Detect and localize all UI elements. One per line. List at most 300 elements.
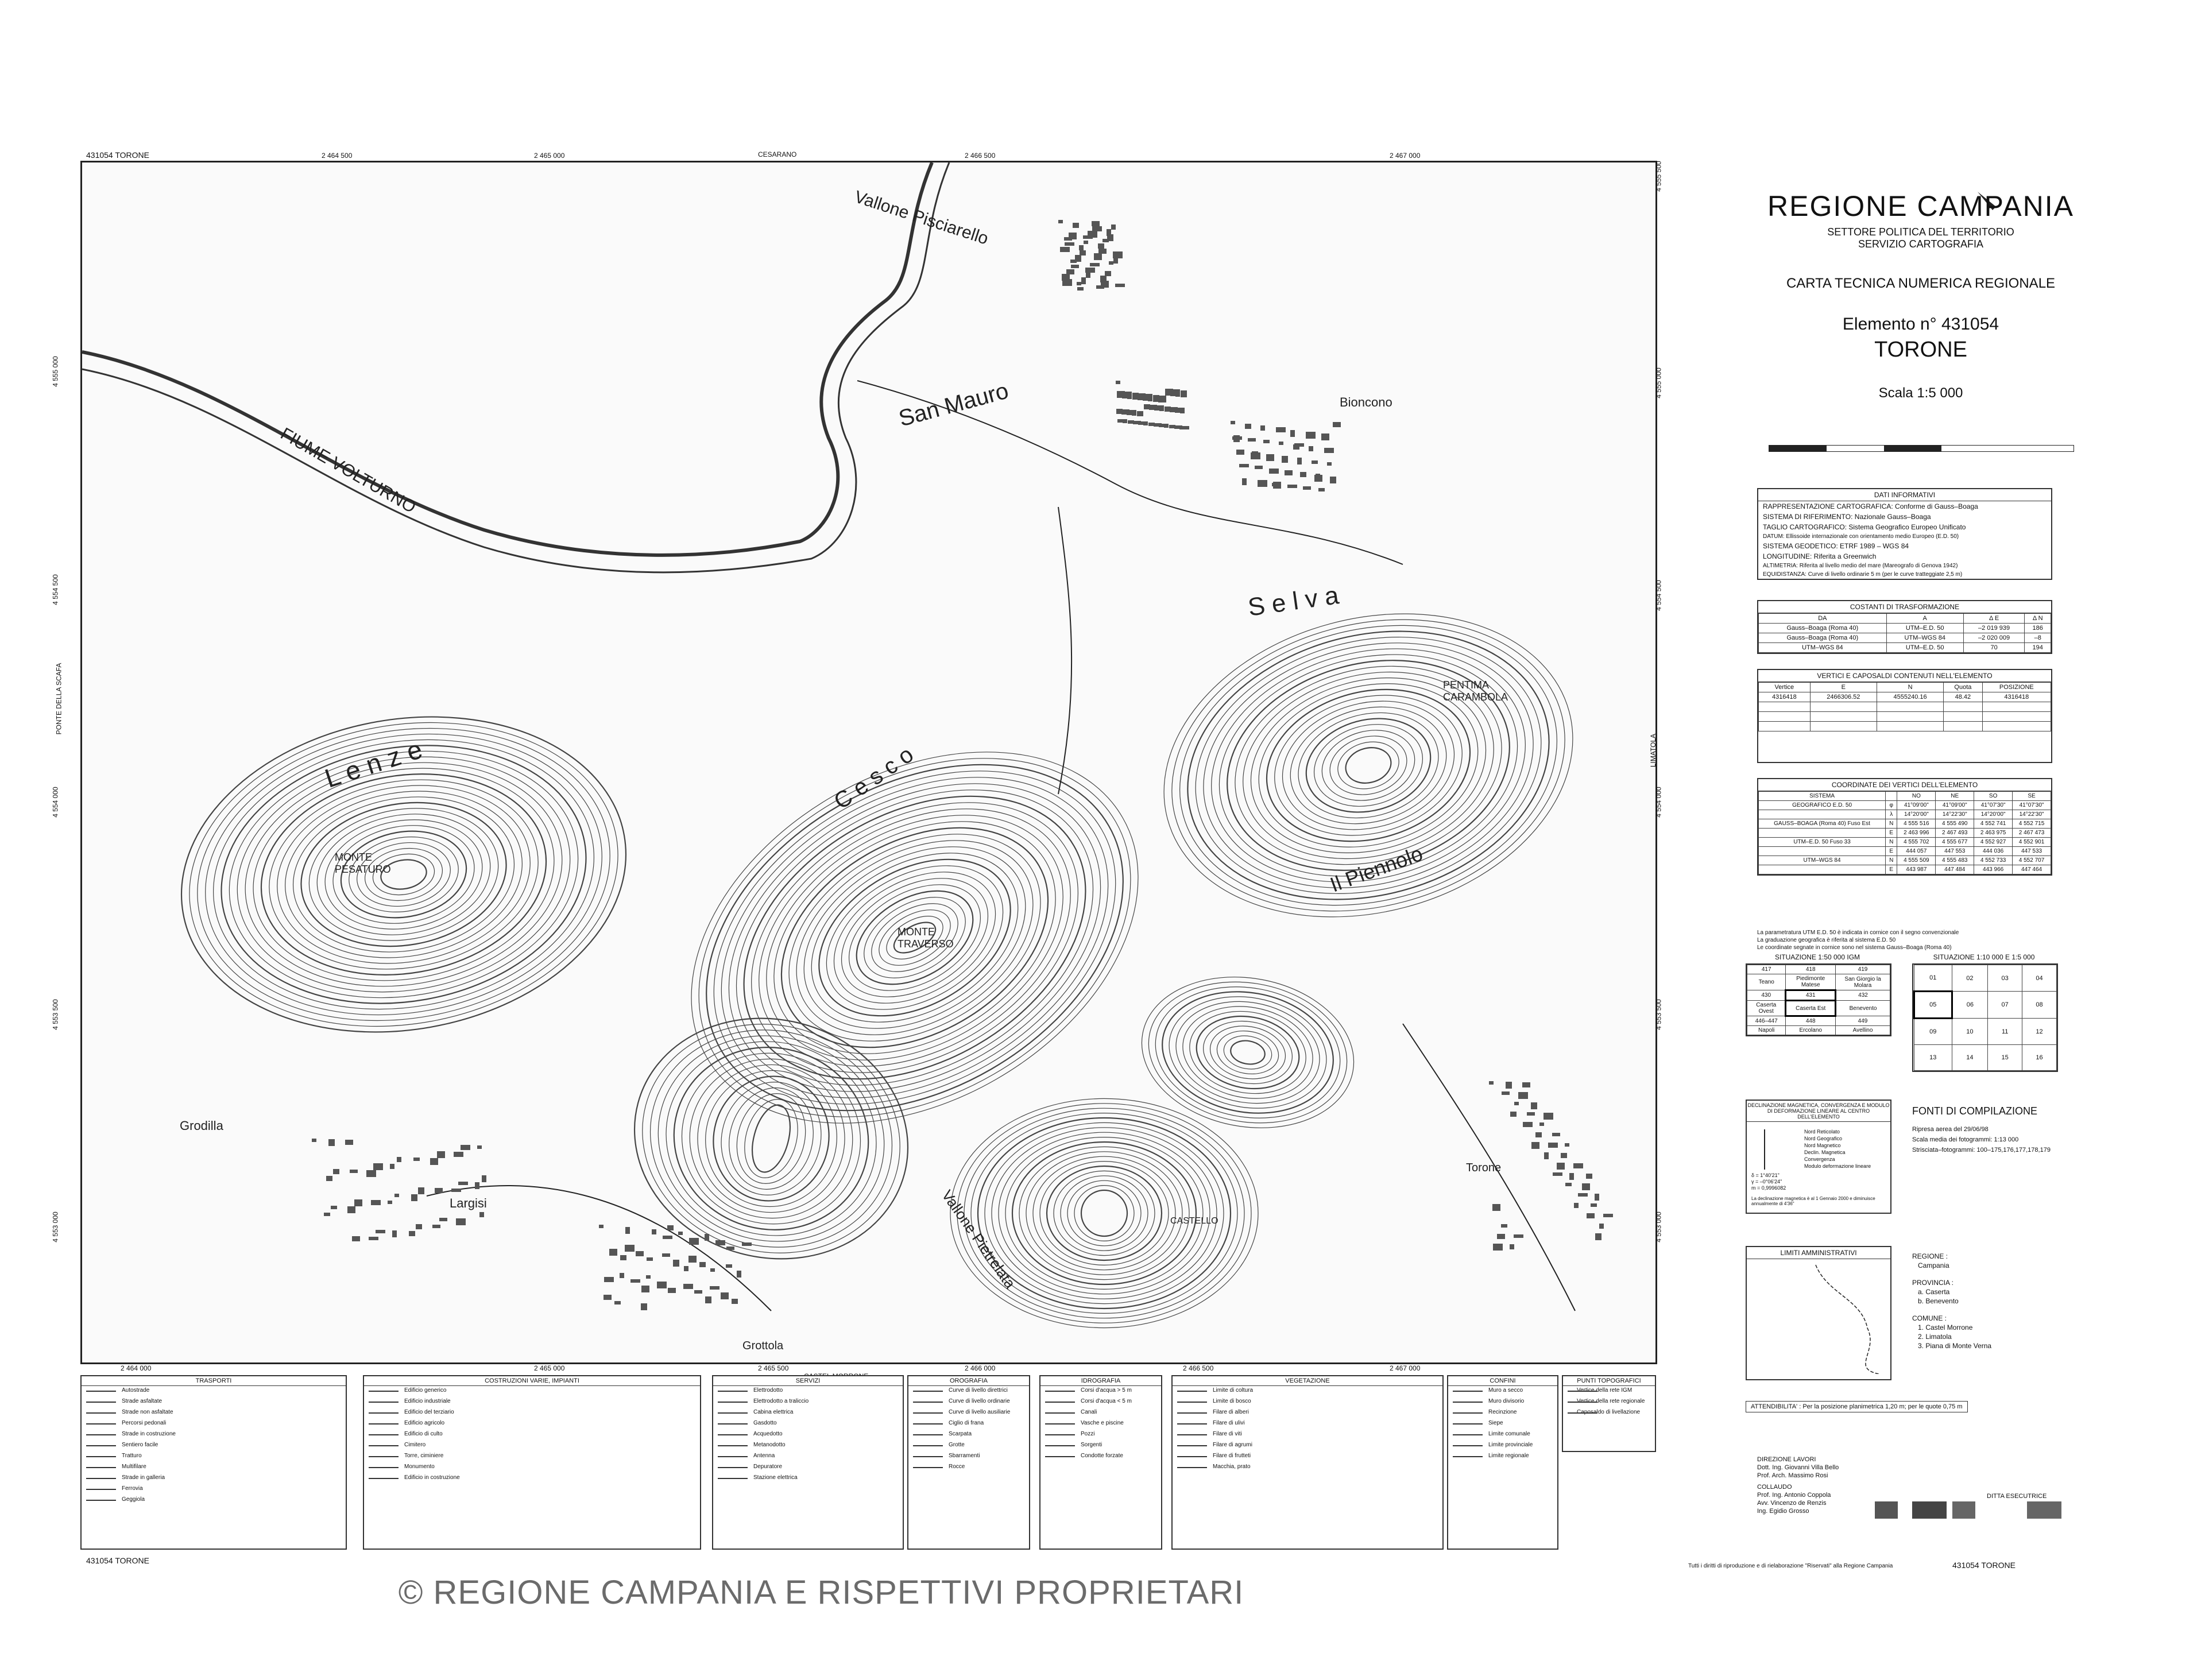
building	[726, 1247, 734, 1250]
direzione-row: COLLAUDO	[1757, 1484, 1792, 1491]
side-left: PONTE DELLA SCAFA	[55, 663, 63, 735]
grid-right-2: 4 555 000	[1654, 367, 1663, 398]
building	[409, 1231, 415, 1236]
legend-punti	[1562, 1375, 1656, 1452]
grid-bottom-7: 2 467 000	[1390, 1364, 1421, 1372]
building	[1493, 1244, 1503, 1251]
building	[1263, 440, 1270, 443]
building	[1165, 407, 1171, 412]
place-traverso: MONTE TRAVERSO	[898, 926, 954, 950]
building	[1070, 260, 1077, 263]
building	[1565, 1183, 1572, 1186]
contour-line	[1198, 1015, 1297, 1091]
dati-row: SISTEMA DI RIFERIMENTO: Nazionale Gauss–Boaga	[1763, 513, 1931, 521]
building	[369, 1237, 378, 1240]
legend-item: Curve di livello ordinarie	[908, 1397, 1029, 1408]
declinazione-note: La declinazione magnetica è al 1 Gennaio 2000 e diminuisce annualmente di 4'36"	[1751, 1196, 1875, 1206]
building	[1231, 421, 1235, 424]
building	[345, 1140, 353, 1145]
building	[1293, 444, 1299, 450]
legend-item: Elettrodotto a traliccio	[713, 1397, 903, 1408]
legend-item: Curve di livello ausiliarie	[908, 1408, 1029, 1419]
building	[683, 1284, 693, 1289]
scale-bar	[1769, 445, 2074, 452]
limiti-value: b. Benevento	[1918, 1297, 1959, 1305]
legend-item: Ferrovia	[82, 1484, 346, 1495]
contour-line	[745, 1101, 796, 1176]
legend-item: Rocce	[908, 1462, 1029, 1473]
building	[352, 1236, 360, 1241]
grid-left-4: 4 553 500	[51, 999, 60, 1030]
contour-line	[1081, 1190, 1127, 1236]
legend-item: Gasdotto	[713, 1419, 903, 1430]
building	[1137, 411, 1143, 416]
building	[721, 1292, 729, 1299]
building	[1098, 249, 1107, 254]
building	[1333, 422, 1341, 427]
building	[439, 1218, 447, 1221]
declinazione-item: Convergenza	[1804, 1156, 1835, 1162]
building	[1578, 1193, 1588, 1197]
contour-line	[1152, 979, 1343, 1127]
contour-line	[227, 738, 580, 1011]
legend-servizi	[712, 1375, 904, 1550]
building	[737, 1271, 741, 1278]
legend-item: Edificio generico	[364, 1386, 700, 1397]
building	[1245, 424, 1251, 429]
legend-item: Edificio di culto	[364, 1430, 700, 1441]
building	[1553, 1172, 1562, 1176]
building	[475, 1182, 479, 1189]
building	[1506, 1082, 1512, 1089]
building	[1251, 452, 1260, 459]
building	[1170, 407, 1178, 412]
legend-item: Pozzi	[1040, 1430, 1161, 1441]
building	[1514, 1234, 1523, 1238]
building	[1116, 381, 1120, 384]
building	[1321, 433, 1329, 440]
building	[1510, 1112, 1517, 1117]
building	[397, 1157, 401, 1162]
contour-line	[992, 1128, 1217, 1299]
building	[1232, 436, 1242, 440]
situazione10-table: 01 02 03 04 05 06 07 08 09 10 11 12 13 14 15 16	[1913, 965, 2057, 1071]
grid-left-2: 4 554 500	[51, 574, 60, 605]
building	[1111, 224, 1116, 230]
dati-row: TAGLIO CARTOGRAFICO: Sistema Geografico Europeo Unificato	[1763, 523, 1966, 531]
dati-row: EQUIDISTANZA: Curve di livello ordinarie 5 m (per le curve tratteggiate 2,5 m)	[1763, 571, 1963, 578]
building	[1102, 239, 1109, 242]
place-largisi: Largisi	[450, 1196, 487, 1210]
contour-line	[1221, 1032, 1275, 1073]
building	[1064, 237, 1072, 241]
legend-item: Caposaldo di livellazione	[1563, 1408, 1655, 1419]
building	[1573, 1163, 1583, 1168]
legend-item: Filare di frutteti	[1173, 1451, 1442, 1462]
building	[416, 1224, 422, 1229]
legend-item: Muro divisorio	[1448, 1397, 1557, 1408]
fonti-row: Ripresa aerea del 29/06/98	[1912, 1126, 1989, 1133]
place-pentima: PENTIMA CARAMBOLA	[1443, 679, 1508, 703]
situazione50-box	[1746, 963, 1891, 1036]
sheet-code-top: 431054 TORONE	[86, 150, 149, 160]
road	[1058, 507, 1071, 794]
building	[390, 1164, 394, 1169]
building	[604, 1277, 614, 1282]
building	[1309, 446, 1313, 451]
building	[604, 1295, 612, 1300]
dati-row: LONGITUDINE: Riferita a Greenwich	[1763, 552, 1877, 560]
contour-line	[1145, 973, 1351, 1132]
building	[1144, 404, 1150, 409]
building	[430, 1158, 438, 1165]
legend-item: Sentiero facile	[82, 1441, 346, 1451]
coordinate-notes	[1757, 929, 2056, 951]
limiti-value: 3. Piana di Monte Verna	[1918, 1342, 1992, 1350]
building	[1586, 1174, 1592, 1179]
grid-bottom-1: 2 464 000	[121, 1364, 152, 1372]
building	[1079, 245, 1084, 250]
contour-line	[245, 752, 562, 997]
building	[1083, 235, 1093, 239]
dati-informativi-box	[1757, 488, 2052, 580]
place-torone: Torone	[1466, 1162, 1502, 1174]
legend-item: Recinzione	[1448, 1408, 1557, 1419]
contour-line	[1333, 736, 1405, 796]
legend-item: Filare di alberi	[1173, 1408, 1442, 1419]
building	[1092, 226, 1102, 231]
topographic-map[interactable]	[80, 161, 1657, 1364]
building	[1138, 393, 1146, 400]
building	[394, 1194, 399, 1197]
logo-icon	[1952, 1501, 1975, 1519]
building	[1595, 1233, 1601, 1240]
legend-trasporti	[80, 1375, 347, 1550]
legend-item: Grotte	[908, 1441, 1029, 1451]
building	[1107, 229, 1111, 236]
building	[1574, 1203, 1579, 1208]
building	[1077, 282, 1081, 285]
contour-line	[263, 766, 544, 982]
situazione10-header: SITUAZIONE 1:10 000 E 1:5 000	[1933, 953, 2035, 961]
building	[1073, 223, 1079, 228]
contour-line	[1026, 1152, 1182, 1275]
building	[1324, 448, 1334, 453]
building	[620, 1273, 624, 1278]
building	[1303, 486, 1311, 490]
limiti-value: 1. Castel Morrone	[1918, 1323, 1973, 1331]
building	[1489, 1081, 1494, 1085]
limiti-value: Campania	[1918, 1261, 1949, 1269]
contour-line	[1054, 1171, 1155, 1255]
legend-header: VEGETAZIONE	[1173, 1376, 1442, 1386]
building	[1523, 1122, 1533, 1127]
building	[1165, 389, 1173, 396]
declinazione-value: m = 0,9996082	[1751, 1185, 1786, 1191]
rpa-logo-icon	[1912, 1501, 1947, 1519]
building	[641, 1303, 647, 1310]
grid-bottom-3: 2 465 500	[758, 1364, 789, 1372]
contour-line	[1305, 713, 1432, 818]
building	[688, 1256, 697, 1263]
building	[1065, 242, 1074, 246]
building	[312, 1139, 316, 1142]
building	[1174, 425, 1182, 429]
building	[1531, 1142, 1539, 1149]
legend-item: Limite di coltura	[1173, 1386, 1442, 1397]
legend-costruzioni	[363, 1375, 701, 1550]
legend-item: Ciglio di frana	[908, 1419, 1029, 1430]
fonti-title: FONTI DI COMPILAZIONE	[1912, 1105, 2038, 1117]
building	[1113, 251, 1123, 258]
legend-item: Cimitero	[364, 1441, 700, 1451]
legend-item: Muro a secco	[1448, 1386, 1557, 1397]
contour-line	[608, 988, 935, 1289]
side-right: LIMATOLA	[1649, 733, 1658, 768]
coordinate-box	[1757, 778, 2052, 876]
legend-item: Siepe	[1448, 1419, 1557, 1430]
place-sanmauro: San Mauro	[896, 378, 1011, 432]
grid-top-4: 2 466 500	[965, 152, 996, 160]
direzione-row: Prof. Arch. Massimo Rosi	[1757, 1472, 1828, 1479]
legend-item: Curve di livello direttrici	[908, 1386, 1029, 1397]
direzione-row: Avv. Vincenzo de Renzis	[1757, 1500, 1827, 1507]
building	[1312, 460, 1318, 464]
building	[1272, 483, 1276, 486]
direzione-row: DIREZIONE LAVORI	[1757, 1456, 1816, 1463]
legend-header: IDROGRAFIA	[1040, 1376, 1161, 1386]
building	[678, 1232, 683, 1235]
building	[1599, 1224, 1604, 1229]
building	[1300, 472, 1306, 477]
ditta-esecutrice: DITTA ESECUTRICE	[1987, 1493, 2047, 1500]
limiti-label: COMUNE :	[1912, 1314, 1947, 1322]
building	[625, 1245, 635, 1252]
contour-line	[985, 1122, 1224, 1303]
grid-bottom-6: 2 466 500	[1183, 1364, 1214, 1372]
vertici-box	[1757, 669, 2052, 763]
building	[1297, 458, 1302, 464]
legend-item: Canali	[1040, 1408, 1161, 1419]
building	[1595, 1194, 1599, 1201]
building	[1236, 450, 1244, 455]
legend-item: Vertice della rete regionale	[1563, 1397, 1655, 1408]
direzione-row: Prof. Ing. Antonio Coppola	[1757, 1492, 1831, 1499]
building	[699, 1262, 706, 1267]
legend-item: Metanodotto	[713, 1441, 903, 1451]
building	[1085, 268, 1095, 273]
building	[1181, 390, 1187, 397]
declinazione-value: δ = 1°40'21"	[1751, 1172, 1780, 1178]
legend-item: Torre, ciminiere	[364, 1451, 700, 1462]
legend-item: Geggiola	[82, 1495, 346, 1506]
dati-header: DATI INFORMATIVI	[1758, 489, 2051, 501]
building	[1552, 1133, 1560, 1136]
contour-line	[672, 1041, 871, 1237]
place-selva: S e l v a	[1246, 581, 1341, 622]
legend-item: Scarpata	[908, 1430, 1029, 1441]
legend-item: Sorgenti	[1040, 1441, 1161, 1451]
vertici-table: Vertice E N Quota POSIZIONE 4316418 2466306.52 4555240.16 48.42 4316418	[1758, 682, 2051, 731]
contour-line	[1157, 593, 1579, 938]
building	[1557, 1163, 1565, 1170]
building	[673, 1260, 679, 1267]
limiti-sketch	[1747, 1259, 1890, 1374]
building	[1561, 1153, 1567, 1158]
building	[1330, 477, 1336, 483]
building	[625, 1227, 630, 1234]
vertici-header: VERTICI E CAPOSALDI CONTENUTI NELL'ELEMENTO	[1758, 670, 2051, 682]
contour-line	[644, 1018, 898, 1259]
building	[1535, 1132, 1542, 1137]
grid-top-1: 2 464 500	[322, 152, 353, 160]
building	[435, 1188, 443, 1193]
building	[324, 1213, 330, 1216]
legend-item: Filare di viti	[1173, 1430, 1442, 1441]
building	[1100, 276, 1107, 282]
fonti-row: Scala media dei fotogrammi: 1:13 000	[1912, 1136, 2019, 1143]
sector-2: SERVIZIO CARTOGRAFIA	[1858, 238, 1984, 250]
legend-header: COSTRUZIONI VARIE, IMPIANTI	[364, 1376, 700, 1386]
building	[1066, 269, 1074, 274]
building	[705, 1234, 709, 1241]
legend-item: Multifilare	[82, 1462, 346, 1473]
logo-icon	[1875, 1501, 1898, 1519]
building	[1582, 1183, 1590, 1190]
building	[1279, 442, 1283, 445]
building	[689, 1238, 699, 1245]
building	[413, 1158, 420, 1161]
building	[663, 1236, 672, 1239]
building	[1266, 454, 1274, 461]
contour-line	[957, 1104, 1251, 1323]
building	[657, 1282, 667, 1288]
building	[1062, 274, 1070, 281]
legend-item: Edificio del terziario	[364, 1408, 700, 1419]
river-bank	[82, 162, 949, 572]
direzione-row: Ing. Egidio Grosso	[1757, 1508, 1809, 1515]
legend-item: Edificio agricolo	[364, 1419, 700, 1430]
building	[333, 1169, 339, 1174]
building	[710, 1286, 719, 1290]
building	[1522, 1082, 1530, 1087]
place-fiume: FIUME VOLTURNO	[277, 424, 419, 517]
building	[456, 1218, 466, 1225]
building	[461, 1145, 470, 1150]
legend-item: Filare di ulivi	[1173, 1419, 1442, 1430]
building	[1314, 475, 1322, 482]
river-volturno	[82, 162, 932, 555]
building	[1255, 466, 1263, 469]
building	[1287, 485, 1297, 488]
building	[1098, 243, 1104, 249]
building	[1154, 423, 1162, 427]
building	[684, 1266, 688, 1271]
contour-line	[1061, 1176, 1148, 1251]
legend-item: Autostrade	[82, 1386, 346, 1397]
place-castello: CASTELLO	[1170, 1216, 1218, 1226]
legend-orografia	[907, 1375, 1030, 1550]
building	[1497, 1234, 1505, 1239]
legend-item: Macchia, prato	[1173, 1462, 1442, 1473]
building	[1148, 423, 1155, 426]
grid-left-1: 4 555 000	[51, 356, 60, 387]
place-vallonepietrelata: Vallone Pietrelata	[938, 1186, 1019, 1292]
contour-line	[1040, 1162, 1169, 1265]
building	[366, 1170, 376, 1177]
legend-header: SERVIZI	[713, 1376, 903, 1386]
building	[350, 1170, 358, 1173]
building	[458, 1182, 468, 1185]
building	[1109, 261, 1113, 265]
coordinate-header: COORDINATE DEI VERTICI DELL'ELEMENTO	[1758, 779, 2051, 791]
building	[1153, 395, 1159, 402]
building	[1105, 271, 1111, 276]
dati-row: SISTEMA GEODETICO: ETRF 1989 – WGS 84	[1763, 542, 1909, 550]
legend-item: Acquedotto	[713, 1430, 903, 1441]
legend-item: Corsi d'acqua > 5 m	[1040, 1386, 1161, 1397]
building	[354, 1199, 362, 1206]
logo-icon	[2027, 1501, 2061, 1519]
contour-line	[1074, 1186, 1134, 1241]
building	[1544, 1152, 1549, 1159]
building	[1502, 1091, 1510, 1095]
building	[636, 1251, 644, 1256]
place-piennolo: Il Piennolo	[1326, 841, 1426, 897]
building	[742, 1242, 752, 1246]
building	[1282, 456, 1288, 463]
building	[328, 1139, 335, 1146]
building	[710, 1268, 715, 1272]
map-drawing	[82, 162, 1658, 1362]
building	[1285, 470, 1293, 475]
building	[1094, 253, 1102, 260]
place-bioncono: Bioncono	[1340, 395, 1392, 409]
ctr-title: CARTA TECNICA NUMERICA REGIONALE	[1786, 276, 2056, 291]
legend-header: OROGRAFIA	[908, 1376, 1029, 1386]
building	[609, 1249, 617, 1256]
building	[620, 1255, 626, 1260]
legend-item: Limite di bosco	[1173, 1397, 1442, 1408]
declinazione-item: Declin. Magnetica	[1804, 1149, 1846, 1155]
building	[1071, 265, 1079, 268]
contour-line	[1129, 961, 1365, 1144]
building	[1133, 421, 1141, 424]
building	[641, 1286, 649, 1292]
building	[647, 1257, 653, 1261]
building	[1242, 478, 1247, 485]
legend-item: Sbarramenti	[908, 1451, 1029, 1462]
sheet-code-bottom-right: 431054 TORONE	[1952, 1561, 2016, 1570]
grid-left-3: 4 554 000	[51, 787, 60, 818]
limiti-box	[1746, 1246, 1891, 1380]
contour-line	[1277, 690, 1460, 841]
legend-item: Corsi d'acqua < 5 m	[1040, 1397, 1161, 1408]
building	[437, 1151, 445, 1158]
legend-item: Percorsi pedonali	[82, 1419, 346, 1430]
legend-item: Strade in costruzione	[82, 1430, 346, 1441]
grid-right-6: 4 553 000	[1654, 1211, 1663, 1242]
contour-line	[1005, 1137, 1203, 1290]
building	[668, 1288, 676, 1293]
sheet-code-bottom-left: 431054 TORONE	[86, 1556, 149, 1565]
legend-item: Limite provinciale	[1448, 1441, 1557, 1451]
place-grottola: Grottola	[742, 1340, 784, 1352]
coordinate-note: La graduazione geografica è riferita al sistema E.D. 50	[1757, 937, 1896, 943]
building	[1149, 405, 1157, 410]
contour-line	[1342, 743, 1395, 788]
limiti-legend	[1912, 1252, 1991, 1350]
